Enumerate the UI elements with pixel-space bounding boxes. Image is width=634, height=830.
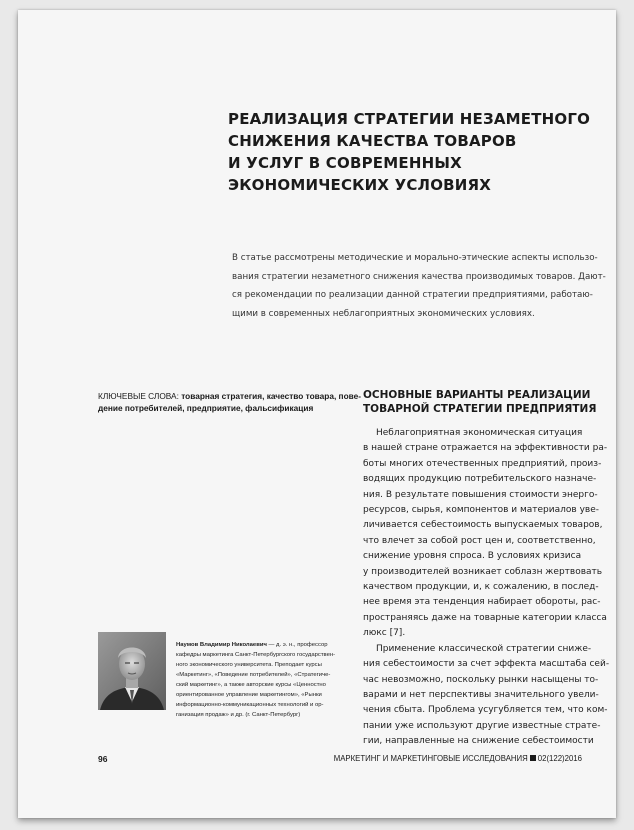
body-line: нее время эта тенденция набирает обороты, рас-: [363, 597, 601, 608]
square-bullet-icon: [530, 755, 536, 761]
page-number: 96: [98, 754, 108, 764]
body-line: пространяясь даже на товарные категории класса: [363, 612, 607, 623]
section-heading-line: ТОВАРНОЙ СТРАТЕГИИ ПРЕДПРИЯТИЯ: [363, 403, 597, 415]
abstract: [232, 249, 606, 323]
body-line: ния. В результате повышения стоимости энерго-: [363, 489, 598, 500]
section-heading-line: ОСНОВНЫЕ ВАРИАНТЫ РЕАЛИЗАЦИИ: [363, 389, 591, 401]
article-title: [228, 108, 608, 196]
body-line: Применение классической стратегии сниже-: [376, 643, 592, 654]
keywords: [98, 390, 362, 414]
author-bio-line: кафедры маркетинга Санкт-Петербургского государствен-: [176, 652, 336, 658]
author-bio-line: ного экономического университета. Преподает курсы: [176, 662, 322, 668]
journal-name: МАРКЕТИНГ И МАРКЕТИНГОВЫЕ ИССЛЕДОВАНИЯ: [333, 754, 528, 763]
author-bio-line-1: [176, 640, 351, 650]
title-line: РЕАЛИЗАЦИЯ СТРАТЕГИИ НЕЗАМЕТНОГО: [228, 110, 591, 128]
author-bio-line: ориентированное управление маркетингом», «Рынки: [176, 692, 322, 698]
title-line: И УСЛУГ В СОВРЕМЕННЫХ: [228, 154, 462, 172]
running-footer: [334, 754, 582, 763]
author-portrait-image: [98, 632, 166, 710]
body-line: у производителей возникает соблазн жертвовать: [363, 566, 603, 577]
abstract-line: вания стратегии незаметного снижения качества производимых товаров. Дают-: [232, 271, 606, 282]
keywords-label: КЛЮЧЕВЫЕ СЛОВА:: [98, 391, 179, 401]
body-line: пании уже используют другие известные страте-: [363, 720, 601, 731]
body-line: что влечет за собой рост цен и, соответственно,: [363, 535, 596, 546]
author-photo: [98, 632, 166, 710]
body-line: Неблагоприятная экономическая ситуация: [376, 428, 583, 438]
title-line: ЭКОНОМИЧЕСКИХ УСЛОВИЯХ: [228, 176, 492, 194]
journal-page: [18, 10, 616, 818]
author-bio-line: «Маркетинг», «Поведение потребителей», «Стратегиче-: [176, 672, 331, 678]
body-line: в нашей стране отражается на эффективности ра-: [363, 443, 608, 454]
title-line: СНИЖЕНИЯ КАЧЕСТВА ТОВАРОВ: [228, 132, 517, 150]
author-bio-line: информационно-коммуникационных технологий и ор-: [176, 702, 324, 708]
body-line: гии, направленные на снижение себестоимости: [363, 736, 594, 747]
body-line: водящих продукцию потребительского назначе-: [363, 474, 597, 485]
author-name: Наумов Владимир Николаевич: [176, 642, 267, 648]
body-line: качеством продукции, и, к сожалению, в послед-: [363, 582, 599, 593]
body-line: снижение уровня спроса. В условиях кризиса: [363, 551, 582, 562]
section-heading: [363, 388, 613, 416]
body-line: ния себестоимости за счет эффекта масштаба сей-: [363, 659, 610, 670]
body-line: варами и нет перспективы значительного увели-: [363, 689, 599, 700]
author-bio-text: — д. э. н., профессор: [266, 642, 328, 648]
abstract-line: В статье рассмотрены методические и морально-этические аспекты использо-: [232, 253, 598, 263]
issue-number: 02(122)2016: [537, 754, 582, 763]
keywords-text-2: дение потребителей, предприятие, фальсификация: [98, 403, 314, 413]
author-bio: [176, 640, 351, 720]
body-line: люкс [7].: [363, 628, 406, 639]
keywords-text-1: товарная стратегия, качество товара, пове-: [178, 391, 362, 401]
abstract-line: ся рекомендации по реализации данной стратегии предприятиями, работаю-: [232, 290, 593, 300]
author-bio-line: ский маркетинг», а также авторские курсы «Ценностно: [176, 682, 326, 688]
body-line: ресурсов, сырья, компонентов и материалов уве-: [363, 505, 599, 516]
abstract-line: щими в современных неблагоприятных экономических условиях.: [232, 308, 535, 319]
body-line: час невозможно, поскольку рынки насыщены то-: [363, 674, 599, 685]
body-line: личивается себестоимость выпускаемых товаров,: [363, 520, 603, 531]
body-text: [363, 426, 610, 750]
body-line: чения сбыта. Проблема усугубляется тем, что ком-: [363, 705, 608, 716]
author-bio-line: ганизация продаж» и др. (г. Санкт-Петербург): [176, 712, 301, 718]
body-line: боты многих отечественных предприятий, произ-: [363, 458, 602, 469]
keywords-line-1: [98, 390, 362, 402]
